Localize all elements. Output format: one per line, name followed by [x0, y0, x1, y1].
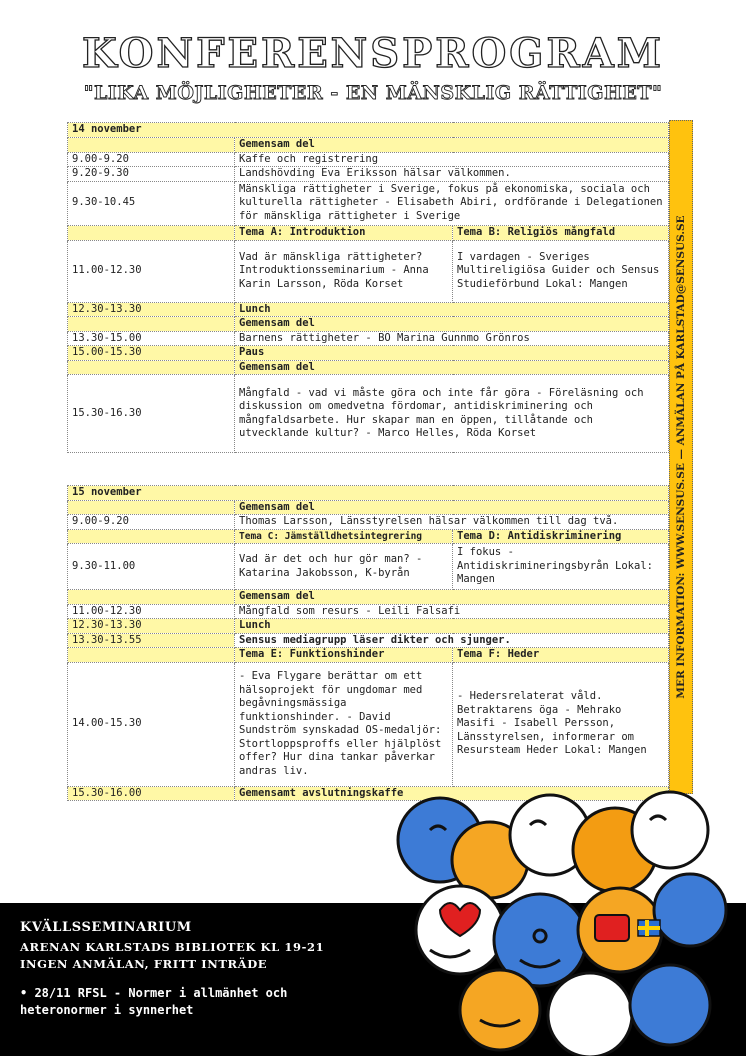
session-cell: Thomas Larsson, Länsstyrelsen hälsar välkommen till dag två. — [235, 515, 669, 530]
theme-a-label: Tema A: Introduktion — [235, 225, 453, 240]
table-row — [68, 346, 669, 361]
theme-d-label: Tema D: Antidiskriminering — [453, 529, 669, 544]
program-table-day2 — [67, 485, 669, 801]
session-cell: Kaffe och registrering — [235, 152, 669, 167]
time-cell: 9.00-9.20 — [68, 515, 235, 530]
table-row — [68, 662, 669, 786]
section-label: Gemensam del — [235, 590, 669, 605]
table-row — [68, 619, 669, 634]
table-row — [68, 331, 669, 346]
table-row — [68, 225, 669, 240]
table-row — [68, 152, 669, 167]
table-row — [68, 181, 669, 225]
day-header-row — [68, 486, 669, 501]
table-row — [68, 302, 669, 317]
sidebar-info-text: MER INFORMATION: WWW.SENSUS.SE — ANMÄLAN PÅ KARLSTAD@SENSUS.SE — [675, 215, 687, 699]
table-row — [68, 375, 669, 453]
table-row — [68, 167, 669, 182]
section-label: Gemensam del — [235, 317, 669, 332]
session-cell: Vad är mänskliga rättigheter? Introduktionsseminarium - Anna Karin Larsson, Röda Korset — [235, 240, 453, 302]
table-row — [68, 515, 669, 530]
session-cell: Mångfald - vad vi måste göra och inte får göra - Föreläsning och diskussion om omedvetna fördomar, antidiskriminering och mångfaldsarbete. Hur skapar man en öppen, tillåtande och utvecklande kultur? - Marco Helles, Röda Korset — [235, 375, 669, 453]
faces-illustration — [370, 790, 746, 1056]
session-cell: Lunch — [235, 302, 669, 317]
session-cell: I fokus - Antidiskrimineringsbyrån Lokal: Mangen — [453, 544, 669, 590]
evening-item: • 28/11 RFSL - Normer i allmänhet och heteronormer i synnerhet — [20, 986, 288, 1017]
session-cell: Mångfald som resurs - Leili Falsafi — [235, 604, 669, 619]
session-cell: Sensus mediagrupp läser dikter och sjunger. — [235, 633, 669, 648]
time-cell: 9.20-9.30 — [68, 167, 235, 182]
table-row — [68, 604, 669, 619]
evening-title: KVÄLLSSEMINARIUM — [20, 920, 192, 935]
time-cell: 12.30-13.30 — [68, 302, 235, 317]
page-title: KONFERENSPROGRAM — [81, 30, 665, 77]
section-label: Gemensam del — [235, 360, 669, 375]
time-cell: 13.30-15.00 — [68, 331, 235, 346]
session-cell: Vad är det och hur gör man? - Katarina Jakobsson, K-byrån — [235, 544, 453, 590]
table-row — [68, 648, 669, 663]
time-cell: 15.30-16.00 — [68, 786, 235, 801]
time-cell: 9.30-11.00 — [68, 544, 235, 590]
time-cell: 9.00-9.20 — [68, 152, 235, 167]
theme-b-label: Tema B: Religiös mångfald — [453, 225, 669, 240]
session-cell: Mänskliga rättigheter i Sverige, fokus på ekonomiska, sociala och kulturella rättigheter - Elisabeth Abiri, ordförande i Delegationen för mänskliga rättigheter i Sverige — [235, 181, 669, 225]
table-row — [68, 633, 669, 648]
session-cell: Landshövding Eva Eriksson hälsar välkommen. — [235, 167, 669, 182]
session-cell: Gemensamt avslutningskaffe — [235, 786, 669, 801]
table-row — [68, 240, 669, 302]
table-row — [68, 529, 669, 544]
evening-admission: INGEN ANMÄLAN, FRITT INTRÄDE — [20, 957, 268, 971]
table-row — [68, 590, 669, 605]
time-cell: 15.30-16.30 — [68, 375, 235, 453]
day-date: 14 november — [68, 123, 669, 138]
table-row — [68, 544, 669, 590]
session-cell: - Eva Flygare berättar om ett hälsoprojekt för ungdomar med begåvningsmässiga funktionshinder. - David Sundström synskadad OS-medaljör: Stortloppsproffs eller hjälplöst offer? Hur dina tankar påverkar andras liv. — [235, 662, 453, 786]
session-cell: Paus — [235, 346, 669, 361]
time-cell: 12.30-13.30 — [68, 619, 235, 634]
table-row — [68, 137, 669, 152]
session-cell: Barnens rättigheter - BO Marina Gunnmo Grönros — [235, 331, 669, 346]
section-label: Gemensam del — [235, 500, 669, 515]
session-cell: I vardagen - Sveriges Multireligiösa Guider och Sensus Studieförbund Lokal: Mangen — [453, 240, 669, 302]
theme-f-label: Tema F: Heder — [453, 648, 669, 663]
session-cell: - Hedersrelaterat våld. Betraktarens öga - Mehrako Masifi - Isabell Persson, Länsstyrelsen, informerar om Resursteam Heder Lokal: Mangen — [453, 662, 669, 786]
page-subtitle: "LIKA MÖJLIGHETER - EN MÄNSKLIG RÄTTIGHET" — [83, 82, 663, 104]
table-row — [68, 317, 669, 332]
theme-c-label: Tema C: Jämställdhetsintegrering — [235, 529, 453, 544]
table-row — [68, 360, 669, 375]
time-cell: 13.30-13.55 — [68, 633, 235, 648]
program-table-day1 — [67, 122, 669, 453]
time-cell: 9.30-10.45 — [68, 181, 235, 225]
day-header-row — [68, 123, 669, 138]
day-date: 15 november — [68, 486, 669, 501]
time-cell: 11.00-12.30 — [68, 604, 235, 619]
table-row — [68, 500, 669, 515]
section-label: Gemensam del — [235, 137, 669, 152]
info-sidebar — [669, 120, 693, 794]
evening-location: ARENAN KARLSTADS BIBLIOTEK KL 19-21 — [20, 940, 325, 954]
time-cell: 15.00-15.30 — [68, 346, 235, 361]
session-cell: Lunch — [235, 619, 669, 634]
time-cell: 14.00-15.30 — [68, 662, 235, 786]
theme-e-label: Tema E: Funktionshinder — [235, 648, 453, 663]
time-cell: 11.00-12.30 — [68, 240, 235, 302]
